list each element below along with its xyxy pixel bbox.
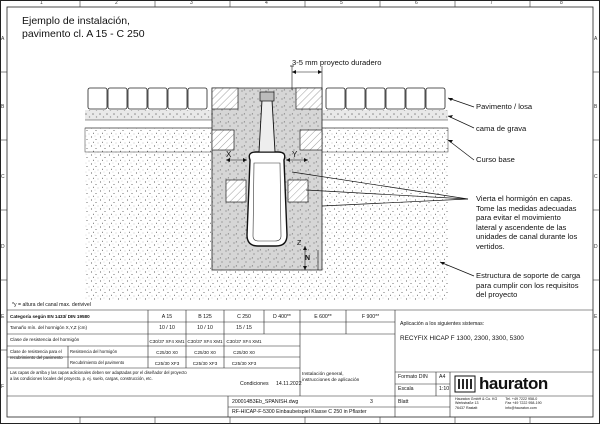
ruler-side-f: F bbox=[1, 384, 5, 390]
row3b-a15: C25/30 XF3 bbox=[154, 361, 180, 366]
estructura-line-3: del proyecto bbox=[476, 290, 518, 299]
table-note bbox=[10, 370, 187, 381]
row3b-sub: Recubrimiento del pavimento bbox=[70, 360, 125, 365]
row3a-b125: C25/30 X0 bbox=[194, 350, 216, 355]
ruler-top-5: 5 bbox=[340, 0, 343, 6]
ruler-top-6: 6 bbox=[415, 0, 418, 6]
file-number: 3 bbox=[370, 399, 373, 405]
vierta-line-6: vertidos. bbox=[476, 241, 505, 251]
conditions-text bbox=[302, 372, 359, 384]
ruler-side-d: D bbox=[1, 244, 5, 250]
ruler-side-e: E bbox=[1, 314, 5, 320]
row3b-c250: C25/30 XF3 bbox=[231, 361, 257, 366]
ruler-side-b-right: B bbox=[594, 104, 598, 110]
vierta-line-1: Vierta el hormigón en capas. bbox=[476, 194, 573, 203]
table-note-line-2: a las condiciones locales del proyecto, p. ej. suelo, cargas, construcción, etc. bbox=[10, 375, 153, 381]
row3-label-text: Clase de resistencia para el recubrimiento del pavimento bbox=[10, 349, 63, 360]
row3b-b125: C25/30 XF3 bbox=[192, 361, 218, 366]
company-line-5: Fax +49 7222 958-190 bbox=[505, 401, 542, 406]
row1-label: Tamaño mín. del hormigón X,Y,Z (cm) bbox=[10, 325, 88, 330]
company-line-4: Tel. +49 7222 958-0 bbox=[505, 397, 538, 401]
dim-n-label: N bbox=[305, 255, 311, 262]
row1-a15: 10 / 10 bbox=[159, 325, 175, 331]
footnote: *y = altura del canal max. derivivel bbox=[12, 302, 91, 308]
row3a-sub: Resistencia del hormigón bbox=[70, 349, 118, 354]
hauraton-logo bbox=[454, 374, 548, 394]
company-line-1: Hauraton GmbH & Co. KG bbox=[455, 397, 498, 401]
dim-x-label: X bbox=[226, 150, 232, 159]
file-name: 200014B3Eb_SPANISH.dwg bbox=[232, 399, 299, 405]
conditions-date: 14.11.2022 bbox=[276, 381, 302, 387]
class-f900: F 900** bbox=[361, 314, 380, 320]
class-c250: C 250 bbox=[237, 314, 251, 320]
company-line-2: Werkstraße 13 bbox=[455, 401, 479, 406]
row1-b125: 10 / 10 bbox=[197, 325, 213, 331]
ruler-top-8: 8 bbox=[560, 0, 563, 6]
scale-label: Escala bbox=[398, 386, 414, 392]
estructura-line-1: Estructura de soporte de carga bbox=[476, 271, 581, 280]
scale-value: 1:10 bbox=[439, 386, 450, 392]
ruler-side-d-right: D bbox=[594, 244, 598, 250]
callout-grava: cama de grava bbox=[476, 124, 527, 133]
ruler-top-1: 1 bbox=[40, 0, 43, 6]
title-line-2: pavimento cl. A 15 - C 250 bbox=[22, 28, 145, 40]
drawing-caption: RF-HICAP-F-5300 Einbaubeispiel Klasse C 250 in Pflaster bbox=[232, 409, 367, 415]
class-b125: B 125 bbox=[198, 314, 212, 320]
conditions-text-line-2: instrucciones de aplicación bbox=[302, 378, 360, 383]
logo-text: hauraton bbox=[479, 374, 548, 393]
estructura-line-2: para cumplir con los requisitos bbox=[476, 280, 579, 290]
ruler-side-b: B bbox=[1, 104, 5, 110]
company-address bbox=[455, 397, 542, 410]
row2-b125: C30/37 XF4 XM1 bbox=[187, 339, 223, 344]
class-e600: E 600** bbox=[314, 314, 332, 320]
callout-base: Curso base bbox=[476, 155, 515, 164]
row3-label bbox=[10, 349, 66, 360]
logo-mark-icon bbox=[454, 375, 476, 393]
format-label: Formato DIN bbox=[398, 374, 428, 380]
ruler-side-a: A bbox=[1, 36, 5, 42]
conditions-label: Condiciones bbox=[240, 381, 269, 387]
ruler-side-c: C bbox=[1, 174, 5, 180]
class-d400: D 400** bbox=[273, 314, 291, 320]
table-header-label: Categoría según EN 1433/ DIN 19580 bbox=[10, 314, 90, 319]
dim-y-label: Y bbox=[292, 150, 298, 159]
table-note-line-1: Las capas de arriba y las capas adicionales deben ser adaptadas por el diseñador del proyecto bbox=[10, 370, 187, 375]
row2-c250: C30/37 XF4 XM1 bbox=[226, 339, 262, 344]
row2-label: Clase de resistencia del hormigón bbox=[10, 337, 80, 342]
title-line-1: Ejemplo de instalación, bbox=[22, 15, 130, 27]
row3a-c250: C25/30 X0 bbox=[233, 350, 255, 355]
applications-label: Aplicación a los siguientes sistemas: bbox=[400, 321, 485, 327]
row1-c250: 15 / 15 bbox=[236, 325, 252, 331]
callout-pavimento: Pavimento / losa bbox=[476, 102, 533, 111]
ruler-top-4: 4 bbox=[265, 0, 268, 6]
ruler-top-7: 7 bbox=[490, 0, 493, 6]
vierta-line-3: para evitar el movimiento bbox=[476, 213, 561, 222]
dimension-top-label: 3-5 mm proyecto duradero bbox=[292, 58, 382, 67]
row3a-a15: C25/30 X0 bbox=[156, 350, 178, 355]
row2-a15: C30/37 XF4 XM1 bbox=[149, 339, 185, 344]
ruler-side-e-right: E bbox=[594, 314, 598, 320]
sheet-label: Blatt bbox=[398, 399, 409, 405]
vierta-line-2: Tome las medidas adecuadas bbox=[476, 203, 577, 213]
ruler-side-c-right: C bbox=[594, 174, 598, 180]
ruler-top-3: 3 bbox=[190, 0, 193, 6]
ruler-side-a-right: A bbox=[594, 36, 598, 42]
vierta-line-4: lateral y ascendente de las bbox=[476, 222, 567, 232]
conditions-text-line-1: Instalación general, bbox=[302, 372, 344, 377]
company-line-3: 76437 Rastatt bbox=[455, 405, 478, 410]
ruler-top-2: 2 bbox=[115, 0, 118, 6]
company-line-6: info@hauraton.com bbox=[505, 405, 537, 410]
class-a15: A 15 bbox=[161, 314, 173, 320]
applications-value: RECYFIX HICAP F 1300, 2300, 3300, 5300 bbox=[400, 335, 524, 342]
dim-z-label: Z bbox=[297, 240, 302, 247]
format-value: A4 bbox=[439, 374, 446, 380]
vierta-line-5: unidades de canal durante los bbox=[476, 232, 578, 241]
